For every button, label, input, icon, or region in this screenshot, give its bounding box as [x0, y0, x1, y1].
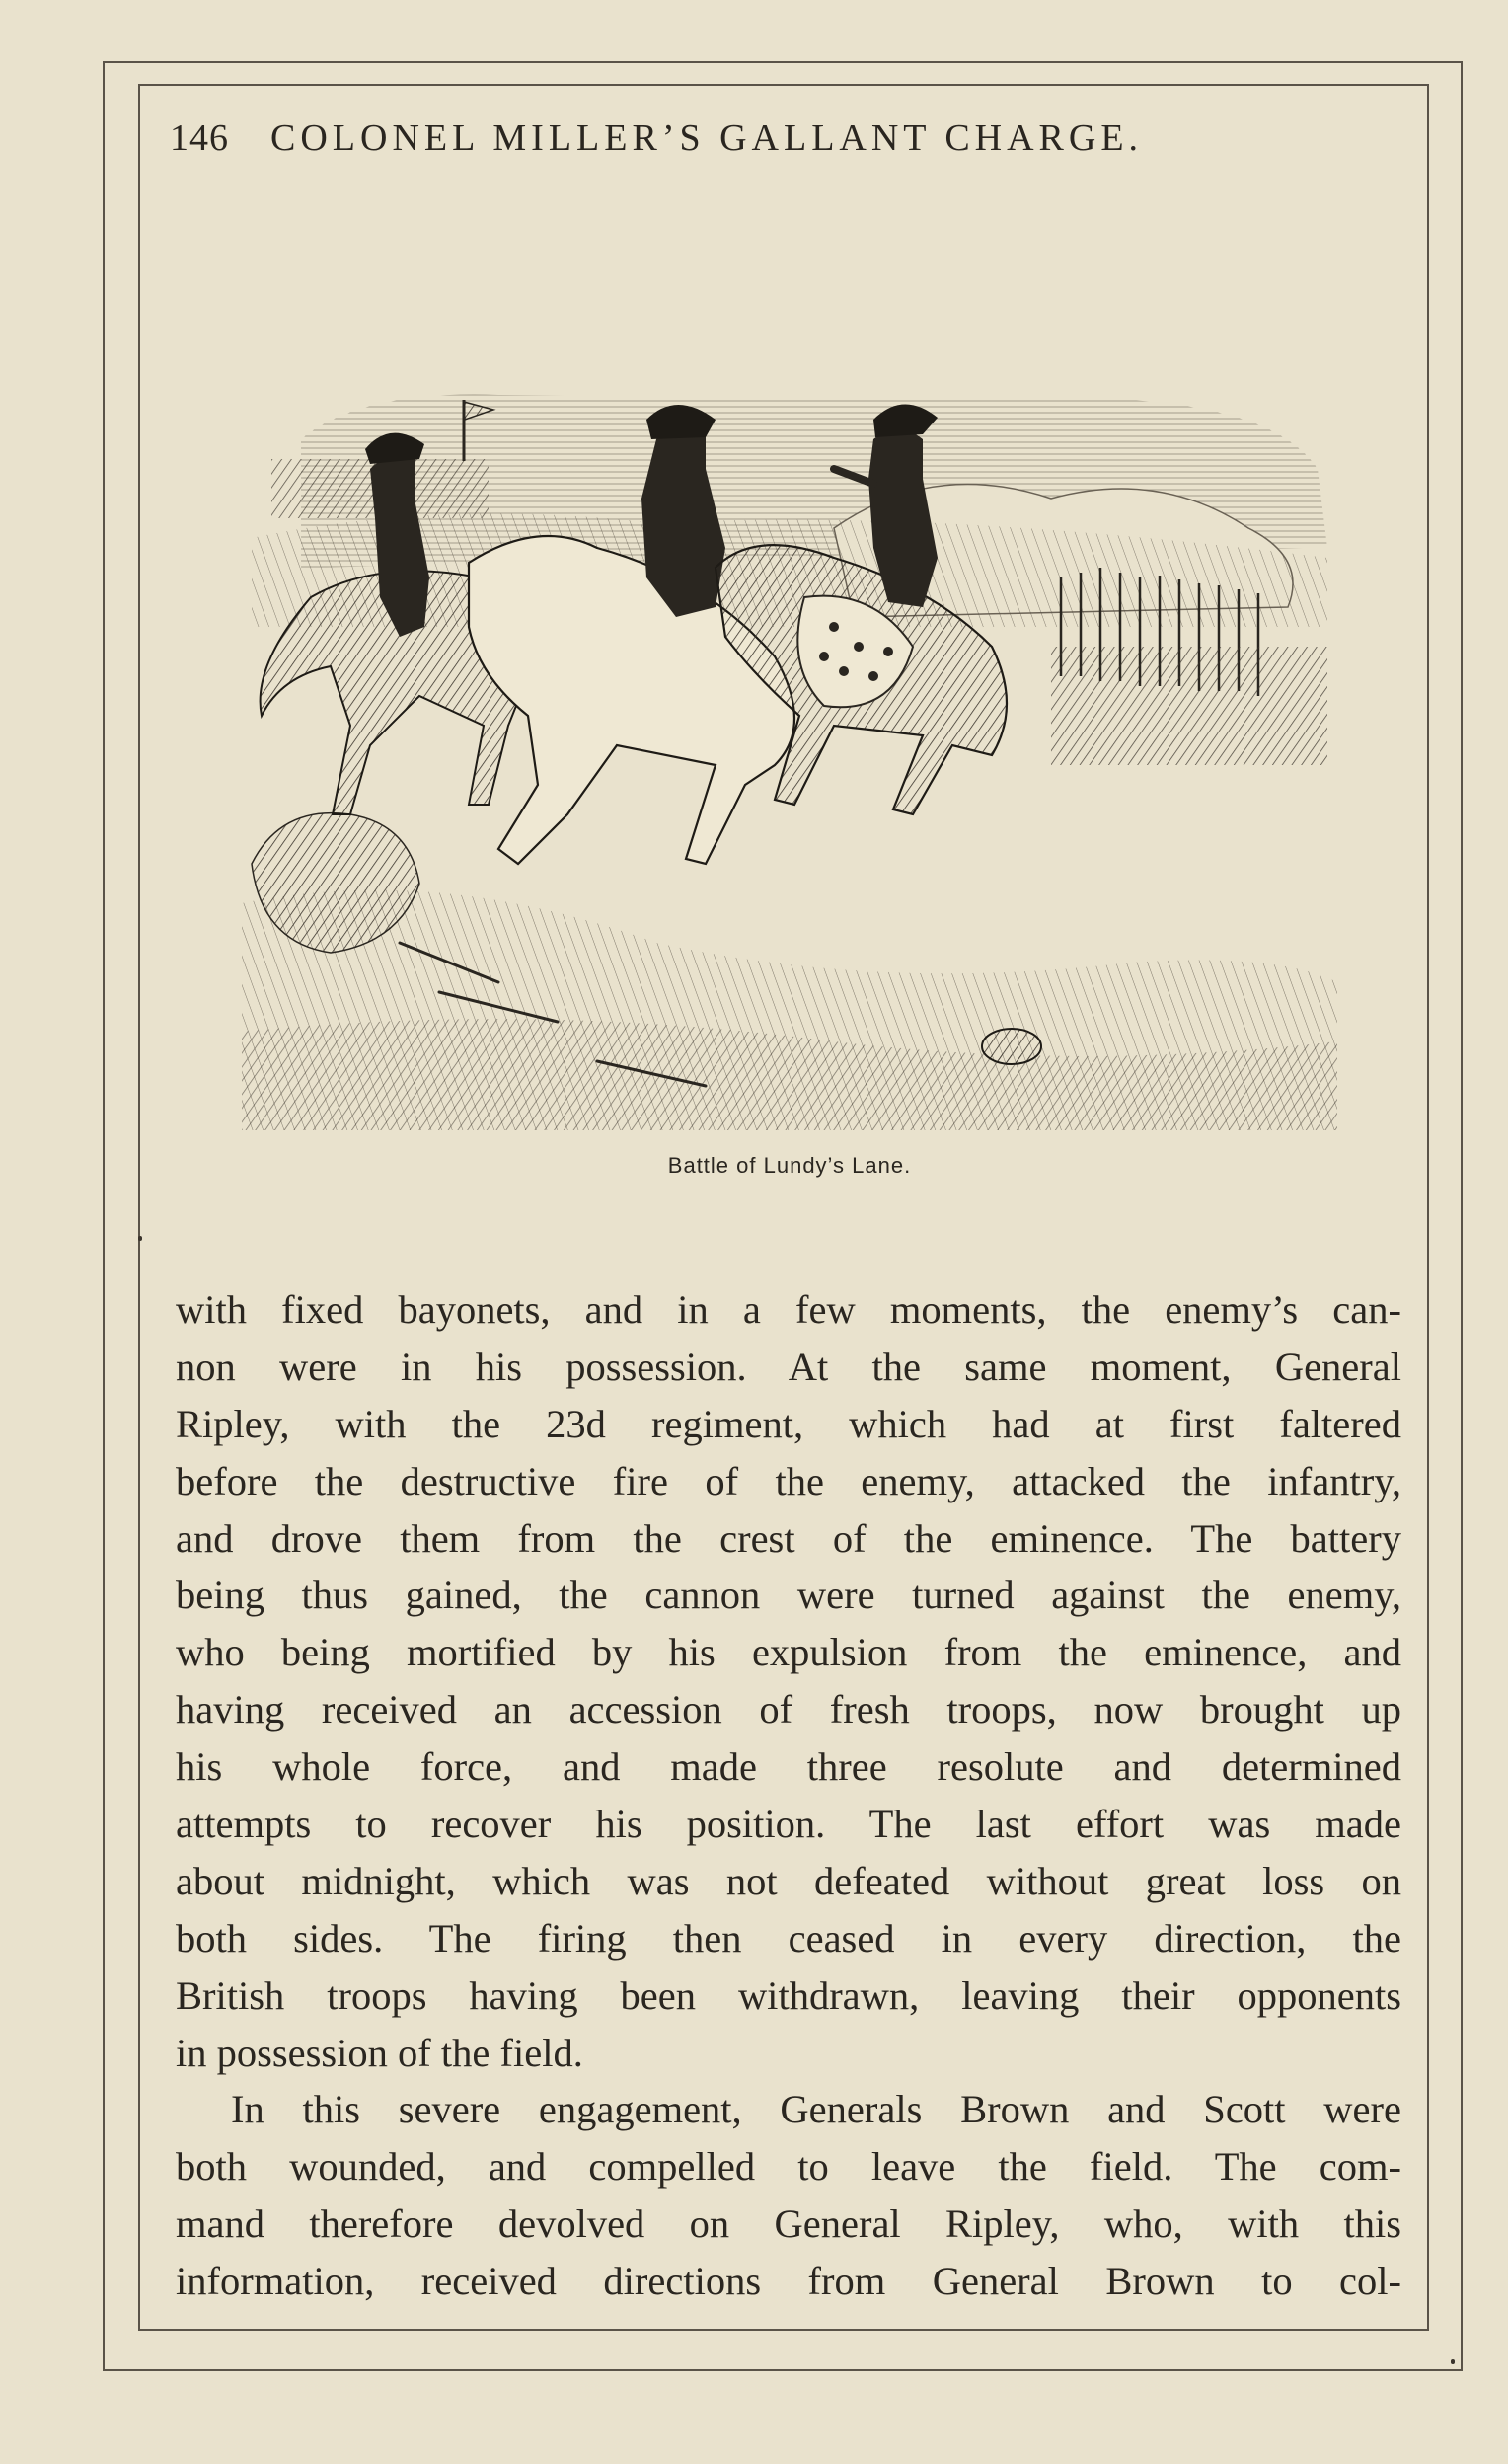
body-line: before the destructive fire of the enemy, attacked the infantry, — [176, 1458, 1401, 1503]
body-line: and drove them from the crest of the eminence. The battery — [176, 1515, 1401, 1561]
page-number: 146 — [170, 117, 229, 159]
body-line: mand therefore devolved on General Ripley, who, with this — [176, 2201, 1401, 2247]
battle-engraving — [242, 350, 1337, 1130]
body-line: both sides. The firing then ceased in every direction, the — [176, 1915, 1401, 1961]
margin-speck — [138, 1236, 142, 1241]
body-line: his whole force, and made three resolute and determined — [176, 1744, 1401, 1790]
body-line: Ripley, with the 23d regiment, which had at first faltered — [176, 1401, 1401, 1446]
margin-speck — [1451, 2359, 1455, 2364]
body-line: who being mortified by his expulsion from the eminence, and — [176, 1630, 1401, 1675]
body-line: British troops having been withdrawn, leaving their opponents — [176, 1972, 1401, 2018]
running-title: COLONEL MILLER’S GALLANT CHARGE. — [270, 117, 1144, 159]
body-line: in possession of the field. — [176, 2030, 583, 2075]
body-line: having received an accession of fresh troops, now brought up — [176, 1687, 1401, 1732]
body-line: being thus gained, the cannon were turned against the enemy, — [176, 1573, 1401, 1618]
body-line: non were in his possession. At the same moment, General — [176, 1344, 1401, 1389]
running-header — [170, 116, 1403, 166]
body-text — [176, 1281, 1401, 2310]
body-line-paragraph-start: In this severe engagement, Generals Brown and Scott were — [231, 2087, 1401, 2132]
body-line: with fixed bayonets, and in a few moments, the enemy’s can- — [176, 1287, 1401, 1332]
body-line: about midnight, which was not defeated without great loss on — [176, 1858, 1401, 1903]
body-line: both wounded, and compelled to leave the field. The com- — [176, 2144, 1401, 2190]
body-line: information, received directions from General Brown to col- — [176, 2259, 1401, 2304]
body-line: attempts to recover his position. The last effort was made — [176, 1802, 1401, 1847]
figure-caption: Battle of Lundy’s Lane. — [667, 1153, 912, 1178]
